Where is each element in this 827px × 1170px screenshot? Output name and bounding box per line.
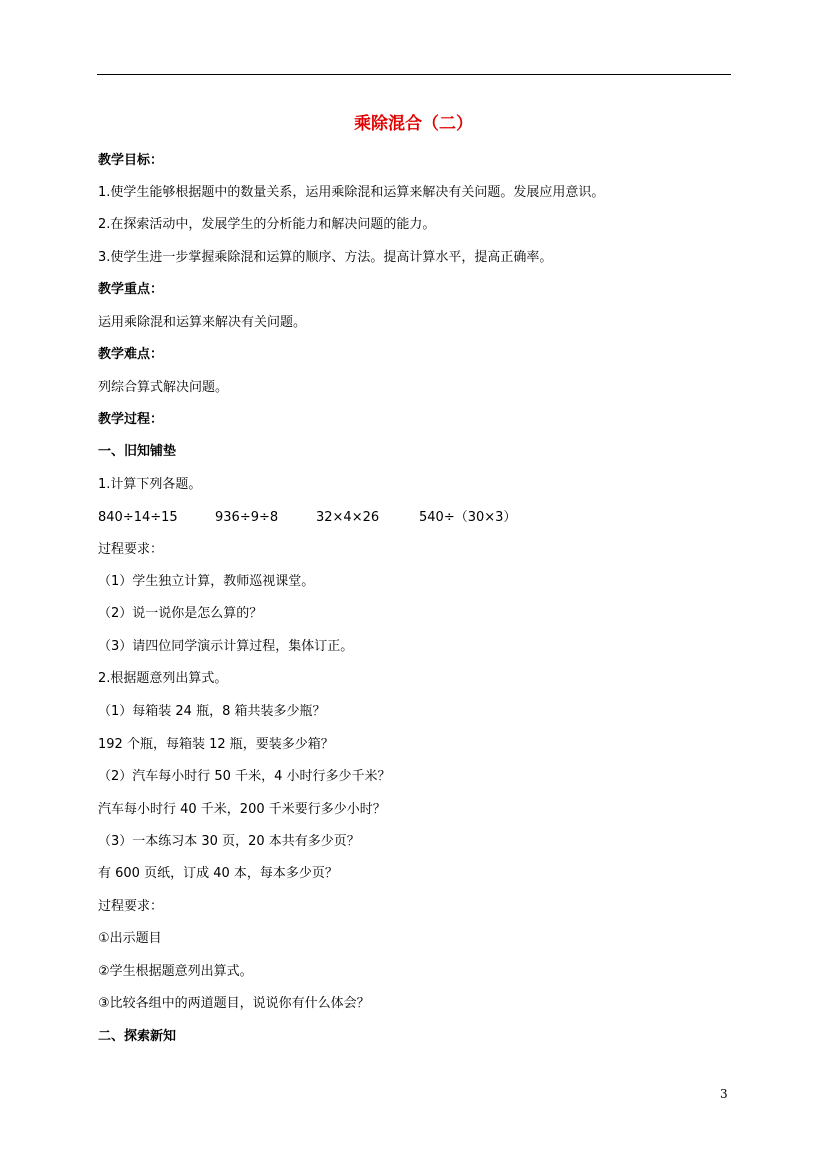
objective-item: 3.使学生进一步掌握乘除混和运算的顺序、方法。提高计算水平，提高正确率。 (98, 250, 553, 265)
requirement-item: （1）学生独立计算，教师巡视课堂。 (98, 574, 315, 589)
requirement-item: ③比较各组中的两道题目，说说你有什么体会？ (98, 996, 370, 1011)
objectives-heading: 教学目标： (98, 153, 164, 168)
document-title: 乘除混合（二） (354, 114, 473, 134)
objective-item: 1.使学生能够根据题中的数量关系，运用乘除混和运算来解决有关问题。发展应用意识。 (98, 185, 605, 200)
problem-item: （2）汽车每小时行 50 千米，4 小时行多少千米？ (98, 769, 391, 784)
expression: 32×4×26 (316, 510, 380, 525)
requirement-item: （2）说一说你是怎么算的？ (98, 606, 263, 621)
header-rule (97, 74, 731, 75)
requirements-label: 过程要求： (98, 899, 164, 914)
expression-row (98, 508, 516, 528)
section-heading: 二、探索新知 (98, 1029, 177, 1044)
requirement-item: ①出示题目 (98, 931, 162, 946)
requirements-label: 过程要求： (98, 542, 164, 557)
task-heading: 2.根据题意列出算式。 (98, 671, 228, 686)
problem-item: 汽车每小时行 40 千米，200 千米要行多少小时？ (98, 802, 386, 817)
expression: 936÷9÷8 (215, 510, 279, 525)
expression: 840÷14÷15 (98, 510, 178, 525)
section-heading: 一、旧知铺垫 (98, 444, 177, 459)
difficulties-heading: 教学难点： (98, 347, 164, 362)
process-heading: 教学过程： (98, 412, 164, 427)
problem-item: （3）一本练习本 30 页，20 本共有多少页？ (98, 834, 360, 849)
problem-item: （1）每箱装 24 瓶，8 箱共装多少瓶？ (98, 704, 326, 719)
requirement-item: ②学生根据题意列出算式。 (98, 964, 253, 979)
requirement-item: （3）请四位同学演示计算过程，集体订正。 (98, 639, 354, 654)
key-points-heading: 教学重点： (98, 282, 164, 297)
page-number: 3 (720, 1087, 728, 1101)
key-points-text: 运用乘除混和运算来解决有关问题。 (98, 315, 307, 330)
problem-item: 有 600 页纸，订成 40 本，每本多少页？ (98, 866, 338, 881)
difficulties-text: 列综合算式解决问题。 (98, 380, 229, 395)
task-heading: 1.计算下列各题。 (98, 477, 202, 492)
problem-item: 192 个瓶，每箱装 12 瓶，要装多少箱？ (98, 737, 334, 752)
objective-item: 2.在探索活动中，发展学生的分析能力和解决问题的能力。 (98, 217, 436, 232)
expression: 540÷（30×3） (419, 510, 517, 525)
